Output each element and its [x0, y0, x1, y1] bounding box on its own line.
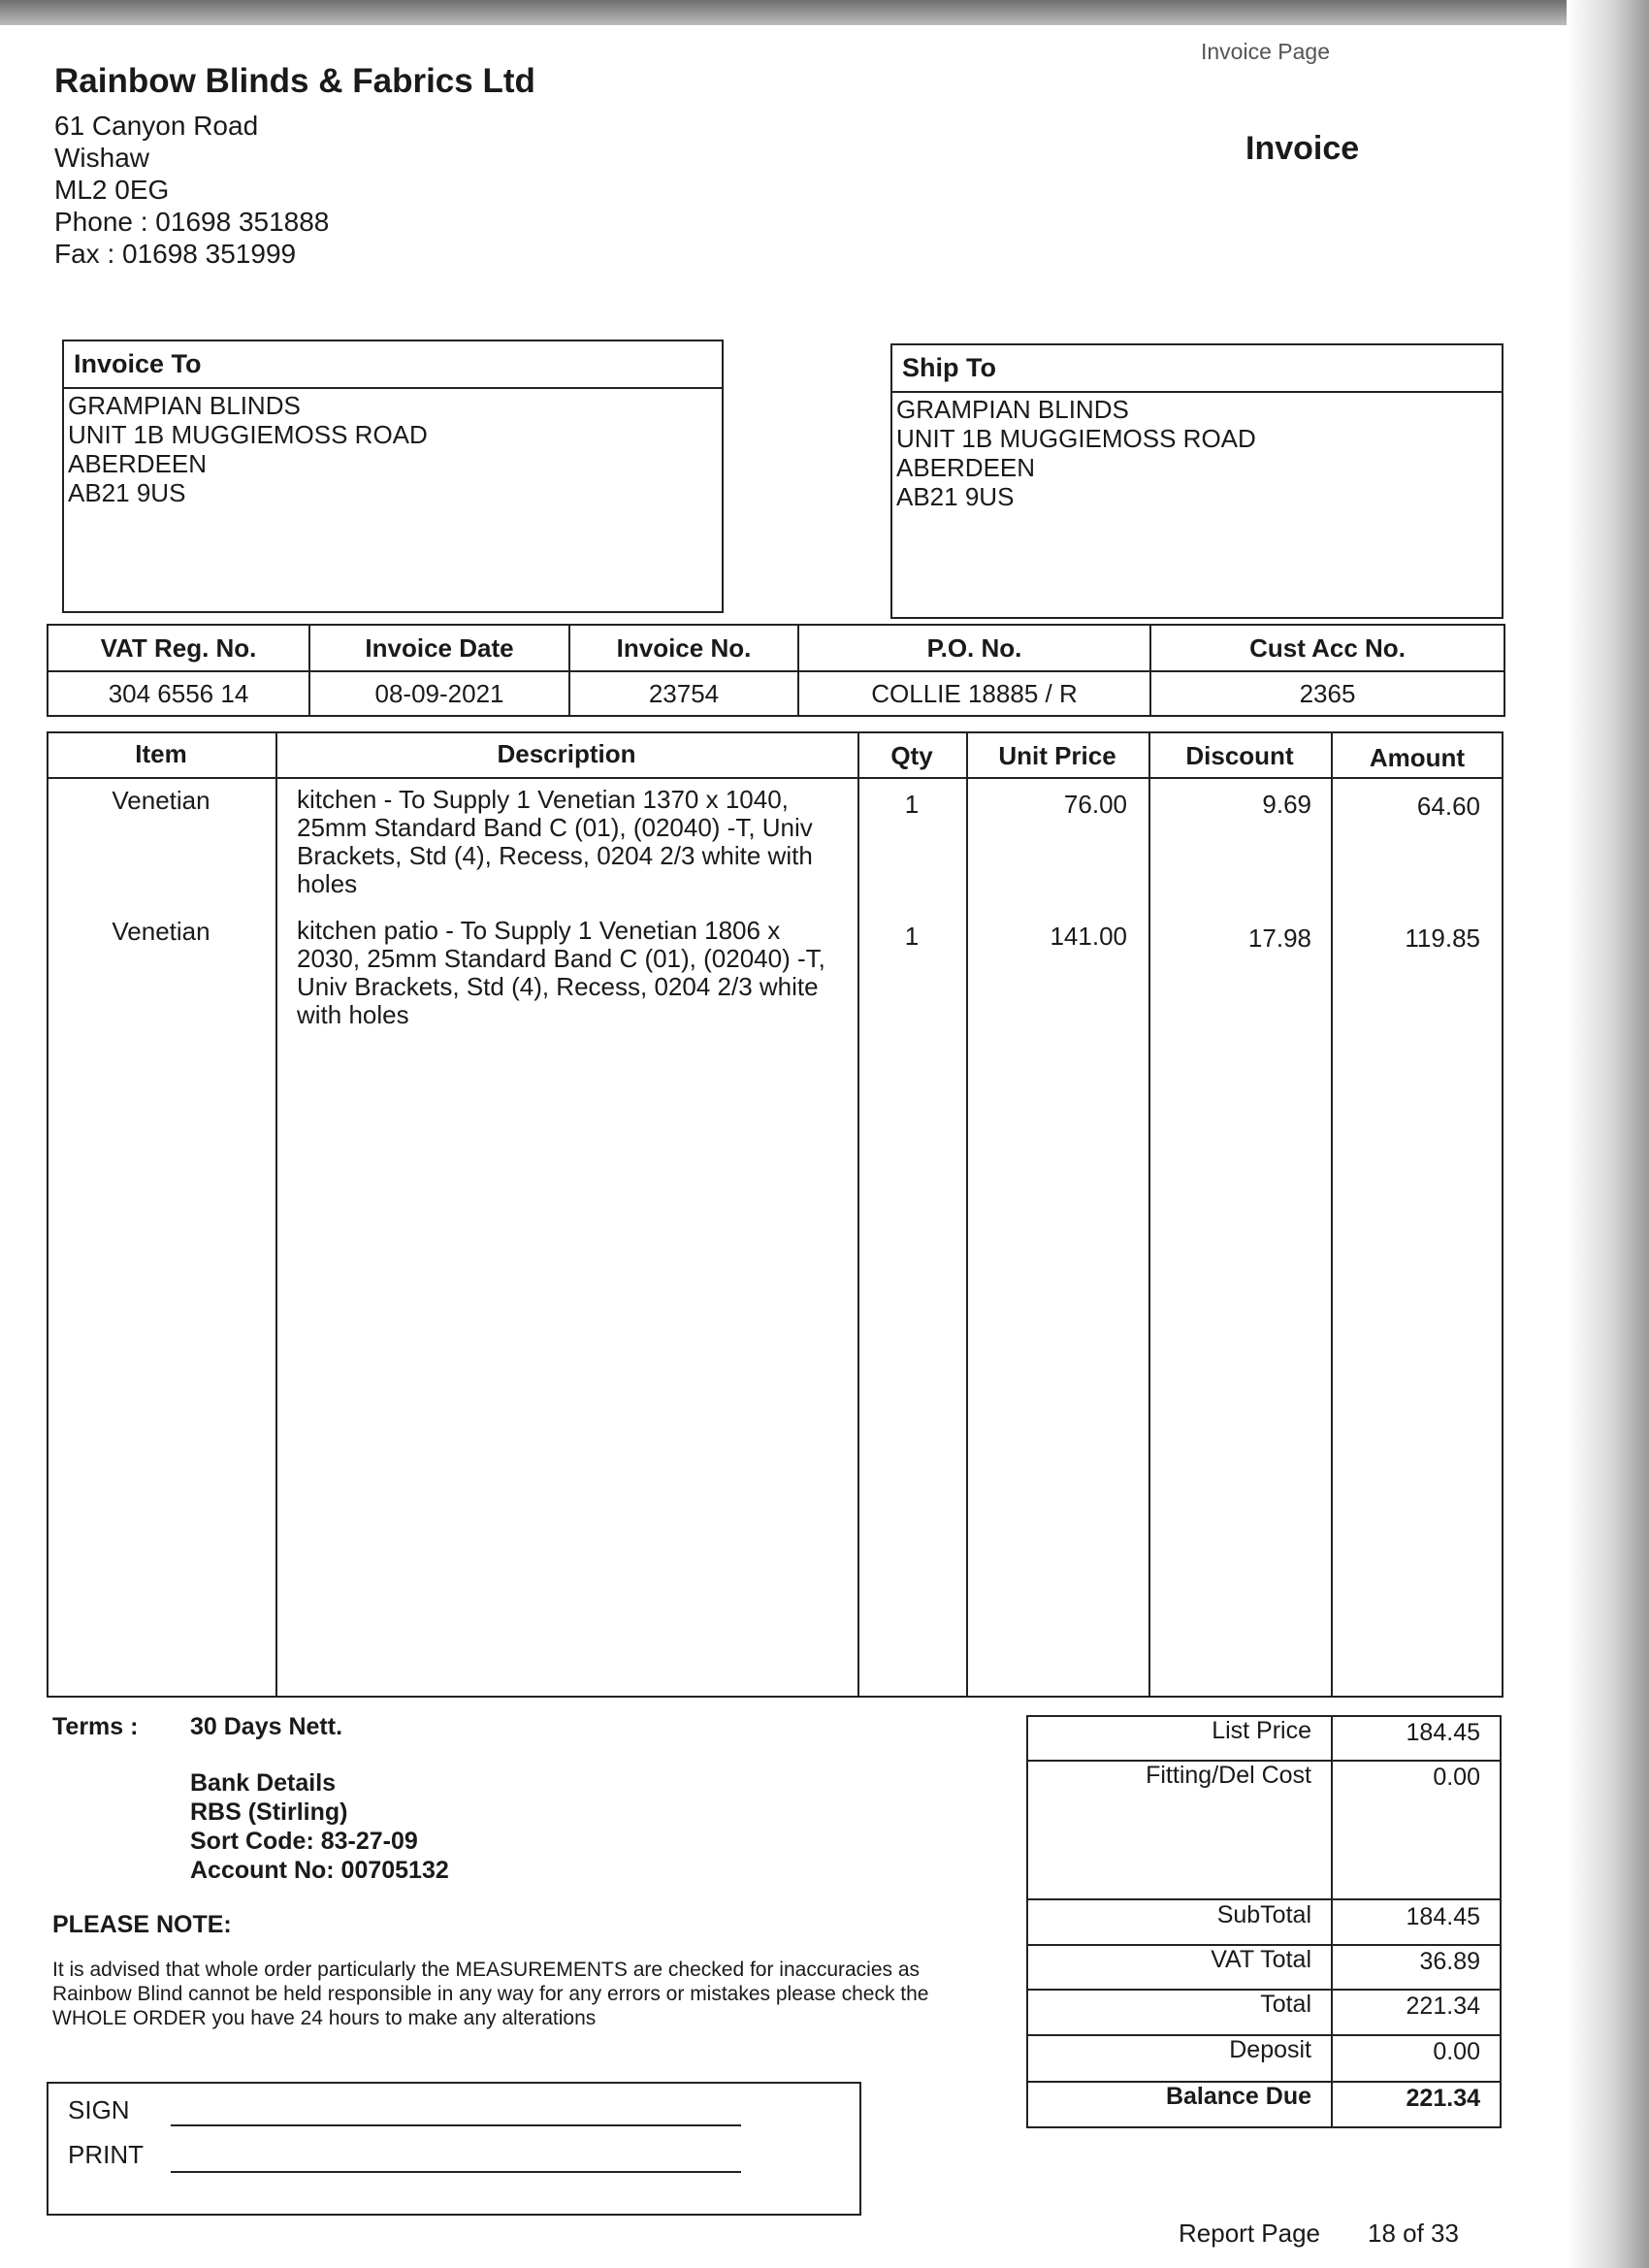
col-divider — [966, 731, 968, 1698]
row-qty: 1 — [904, 922, 920, 951]
col-divider — [1331, 731, 1333, 1698]
please-note-text: It is advised that whole order particularly the MEASUREMENTS are checked for inaccuracies as Rainbow Blind cannot be held responsible in any way for any errors or mistakes please check the WHOLE ORDER you have 24 hours to make any alterations — [52, 1959, 929, 2029]
row-amount: 119.85 — [1405, 923, 1480, 953]
fitting-label: Fitting/Del Cost — [1146, 1762, 1311, 1789]
cust-acc-no: 2365 — [1150, 671, 1504, 716]
row-item: Venetian — [112, 917, 210, 946]
deposit-label: Deposit — [1229, 2036, 1311, 2063]
ship-to-box — [890, 343, 1504, 619]
ship-to-label: Ship To — [892, 345, 1502, 393]
details-header: Cust Acc No. — [1150, 625, 1504, 671]
invoice-to-address: GRAMPIAN BLINDS UNIT 1B MUGGIEMOSS ROAD ABERDEEN AB21 9US — [68, 391, 428, 507]
invoice-no: 23754 — [569, 671, 798, 716]
report-page-label: Report Page — [1179, 2219, 1320, 2248]
signature-box — [47, 2082, 861, 2216]
invoice-date: 08-09-2021 — [309, 671, 569, 716]
totals-row-divider — [1026, 1898, 1502, 1900]
print-label: PRINT — [68, 2140, 144, 2169]
row-unit-price: 141.00 — [1050, 922, 1127, 951]
items-header-divider — [47, 777, 1504, 779]
vat-total-value: 36.89 — [1419, 1948, 1480, 1975]
bank-name: RBS (Stirling) — [190, 1798, 348, 1826]
subtotal-value: 184.45 — [1406, 1903, 1480, 1930]
sort-code: Sort Code: 83-27-09 — [190, 1828, 418, 1855]
details-header: P.O. No. — [798, 625, 1150, 671]
subtotal-label: SubTotal — [1216, 1901, 1311, 1928]
fitting-value: 0.00 — [1433, 1764, 1480, 1791]
sign-line — [171, 2124, 741, 2126]
sign-label: SIGN — [68, 2095, 130, 2124]
bank-details-title: Bank Details — [190, 1769, 337, 1797]
row-discount: 9.69 — [1262, 790, 1311, 819]
total-label: Total — [1260, 1991, 1311, 2018]
please-note-title: PLEASE NOTE: — [52, 1911, 232, 1938]
list-price-value: 184.45 — [1406, 1719, 1480, 1746]
document-title: Invoice — [1245, 130, 1360, 167]
row-qty: 1 — [904, 790, 920, 819]
account-no: Account No: 00705132 — [190, 1857, 449, 1884]
scan-right-shadow — [1567, 0, 1649, 2268]
company-name: Rainbow Blinds & Fabrics Ltd — [54, 62, 535, 100]
page-header-text: Invoice Page — [1201, 39, 1330, 64]
invoice-to-box — [62, 340, 724, 613]
details-header: Invoice Date — [309, 625, 569, 671]
report-page-count: 18 of 33 — [1368, 2219, 1459, 2248]
invoice-to-label: Invoice To — [64, 341, 722, 389]
row-description: kitchen - To Supply 1 Venetian 1370 x 1040, 25mm Standard Band C (01), (02040) -T, Univ Brackets, Std (4), Recess, 0204 2/3 white with holes — [297, 785, 813, 898]
col-divider — [857, 731, 859, 1698]
items-header-description: Description — [497, 739, 636, 768]
items-header-amount: Amount — [1369, 743, 1466, 772]
terms-value: 30 Days Nett. — [190, 1713, 343, 1740]
po-no: COLLIE 18885 / R — [798, 671, 1150, 716]
company-address: 61 Canyon Road Wishaw ML2 0EG Phone : 01698 351888 Fax : 01698 351999 — [54, 111, 330, 269]
list-price-label: List Price — [1212, 1717, 1311, 1744]
deposit-value: 0.00 — [1433, 2038, 1480, 2065]
ship-to-address: GRAMPIAN BLINDS UNIT 1B MUGGIEMOSS ROAD ABERDEEN AB21 9US — [896, 395, 1256, 511]
items-header-discount: Discount — [1185, 741, 1294, 770]
col-divider — [1148, 731, 1150, 1698]
vat-reg-no: 304 6556 14 — [48, 671, 309, 716]
col-divider — [275, 731, 277, 1698]
items-header-unit-price: Unit Price — [998, 741, 1116, 770]
total-value: 221.34 — [1406, 1993, 1480, 2020]
items-header-qty: Qty — [890, 741, 933, 770]
row-amount: 64.60 — [1416, 792, 1480, 821]
row-unit-price: 76.00 — [1063, 790, 1127, 819]
scan-top-edge — [0, 0, 1649, 25]
row-description: kitchen patio - To Supply 1 Venetian 1806 x 2030, 25mm Standard Band C (01), (02040) -T, Univ Brackets, Std (4), Recess, 0204 2/3 white with holes — [297, 916, 825, 1029]
details-header: Invoice No. — [569, 625, 798, 671]
balance-due-value: 221.34 — [1406, 2085, 1480, 2112]
print-line — [171, 2171, 741, 2173]
invoice-details-table — [47, 624, 1505, 717]
vat-total-label: VAT Total — [1211, 1946, 1311, 1973]
details-header: VAT Reg. No. — [48, 625, 309, 671]
row-discount: 17.98 — [1247, 923, 1311, 953]
row-item: Venetian — [112, 786, 210, 815]
items-header-item: Item — [135, 739, 187, 768]
terms-label: Terms : — [52, 1713, 139, 1740]
balance-due-label: Balance Due — [1165, 2083, 1311, 2110]
